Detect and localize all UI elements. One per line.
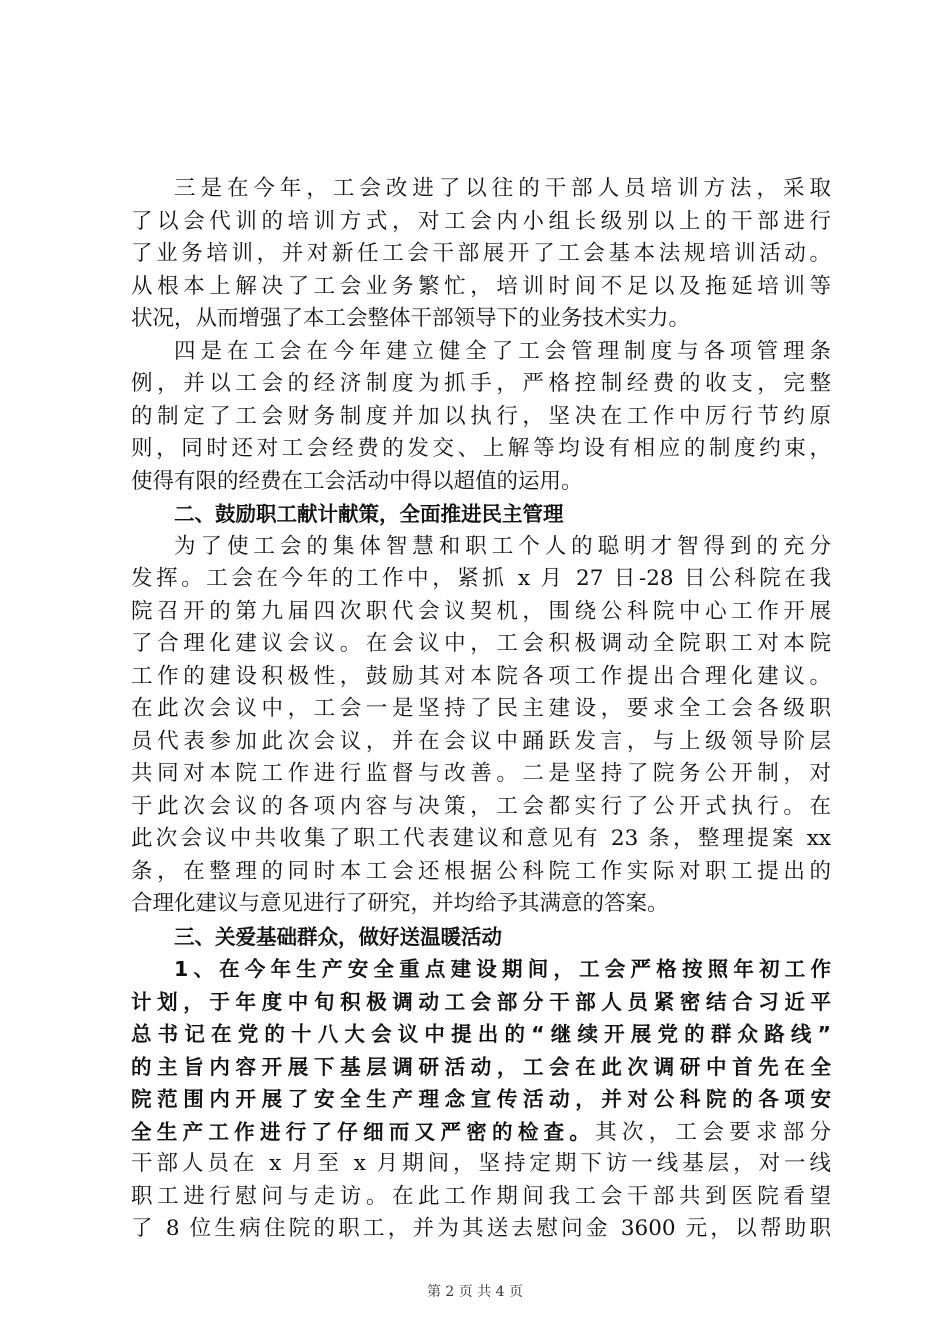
paragraph-line: 状况，从而增强了本工会整体干部领导下的业务技术实力。 xyxy=(131,306,691,331)
paragraph-line: 干部人员在 x 月至 x 月期间，坚持定期下访一线基层，对一线 xyxy=(131,1151,831,1176)
paragraph-line: 计划，于年度中旬积极调动工会部分干部人员紧密结合习近平 xyxy=(131,989,831,1014)
section-heading: 三、关爱基础群众，做好送温暖活动 xyxy=(174,924,502,949)
paragraph-line: 从根本上解决了工会业务繁忙，培训时间不足以及拖延培训等 xyxy=(131,273,831,299)
paragraph-line: 的制定了工会财务制度并加以执行，坚决在工作中厉行节约原 xyxy=(131,403,831,429)
paragraph-line: 三是在今年，工会改进了以往的干部人员培训方法，采取 xyxy=(174,176,831,201)
paragraph-line: 了以会代训的培训方式，对工会内小组长级别以上的干部进行 xyxy=(131,208,831,234)
paragraph-line: 在此次会议中，工会一是坚持了民主建设，要求全工会各级职 xyxy=(131,696,831,721)
paragraph-line: 的主旨内容开展下基层调研活动，工会在此次调研中首先在全 xyxy=(131,1054,831,1079)
paragraph-line: 使得有限的经费在工会活动中得以超值的运用。 xyxy=(131,468,583,494)
paragraph-line: 共同对本院工作进行监督与改善。二是坚持了院务公开制，对 xyxy=(131,761,831,786)
paragraph-line: 则，同时还对工会经费的发交、上解等均设有相应的制度约束， xyxy=(131,436,831,461)
paragraph-line: 院召开的第九届四次职代会议契机，围绕公科院中心工作开展 xyxy=(131,598,831,624)
paragraph-line: 发挥。工会在今年的工作中，紧抓 x 月 27 日-28 日公科院在我 xyxy=(131,566,831,591)
paragraph-line: 了合理化建议会议。在会议中，工会积极调动全院职工对本院 xyxy=(131,631,831,656)
paragraph-line: 了业务培训，并对新任工会干部展开了工会基本法规培训活动。 xyxy=(131,241,831,266)
paragraph-line: 总书记在党的十八大会议中提出的“继续开展党的群众路线” xyxy=(131,1022,831,1046)
paragraph-line: 工作的建设积极性，鼓励其对本院各项工作提出合理化建议。 xyxy=(131,663,831,689)
paragraph-line: 此次会议中共收集了职工代表建议和意见有 23 条，整理提案 xx xyxy=(131,826,831,851)
paragraph-line: 四是在工会在今年建立健全了工会管理制度与各项管理条 xyxy=(174,338,831,364)
paragraph-line: 于此次会议的各项内容与决策，工会都实行了公开式执行。在 xyxy=(131,793,831,819)
paragraph-line: 了 8 位生病住院的职工，并为其送去慰问金 3600 元，以帮助职 xyxy=(131,1216,831,1241)
paragraph-line: 合理化建议与意见进行了研究，并均给予其满意的答案。 xyxy=(131,891,669,916)
section-heading: 二、鼓励职工献计献策，全面推进民主管理 xyxy=(174,502,564,526)
document-body xyxy=(131,173,831,1246)
paragraph-line-mixed xyxy=(131,1116,831,1149)
paragraph-line: 院范围内开展了安全生产理念宣传活动，并对公科院的各项安 xyxy=(131,1087,831,1111)
paragraph-line: 职工进行慰问与走访。在此工作期间我工会干部共到医院看望 xyxy=(131,1183,831,1209)
paragraph-line: 员代表参加此次会议，并在会议中踊跃发言，与上级领导阶层 xyxy=(131,728,831,754)
paragraph-line: 例，并以工会的经济制度为抓手，严格控制经费的收支，完整 xyxy=(131,371,831,396)
bold-segment: 全生产工作进行了仔细而又严密的检查。 xyxy=(131,1119,596,1144)
regular-segment: 其次，工会要求部分 xyxy=(595,1119,831,1145)
paragraph-line: 条，在整理的同时本工会还根据公科院工作实际对职工提出的 xyxy=(131,858,831,884)
page-number-footer: 第 2 页 共 4 页 xyxy=(426,1284,524,1300)
paragraph-line: 1、在今年生产安全重点建设期间，工会严格按照年初工作 xyxy=(174,957,831,981)
paragraph-line: 为了使工会的集体智慧和职工个人的聪明才智得到的充分 xyxy=(174,533,831,559)
